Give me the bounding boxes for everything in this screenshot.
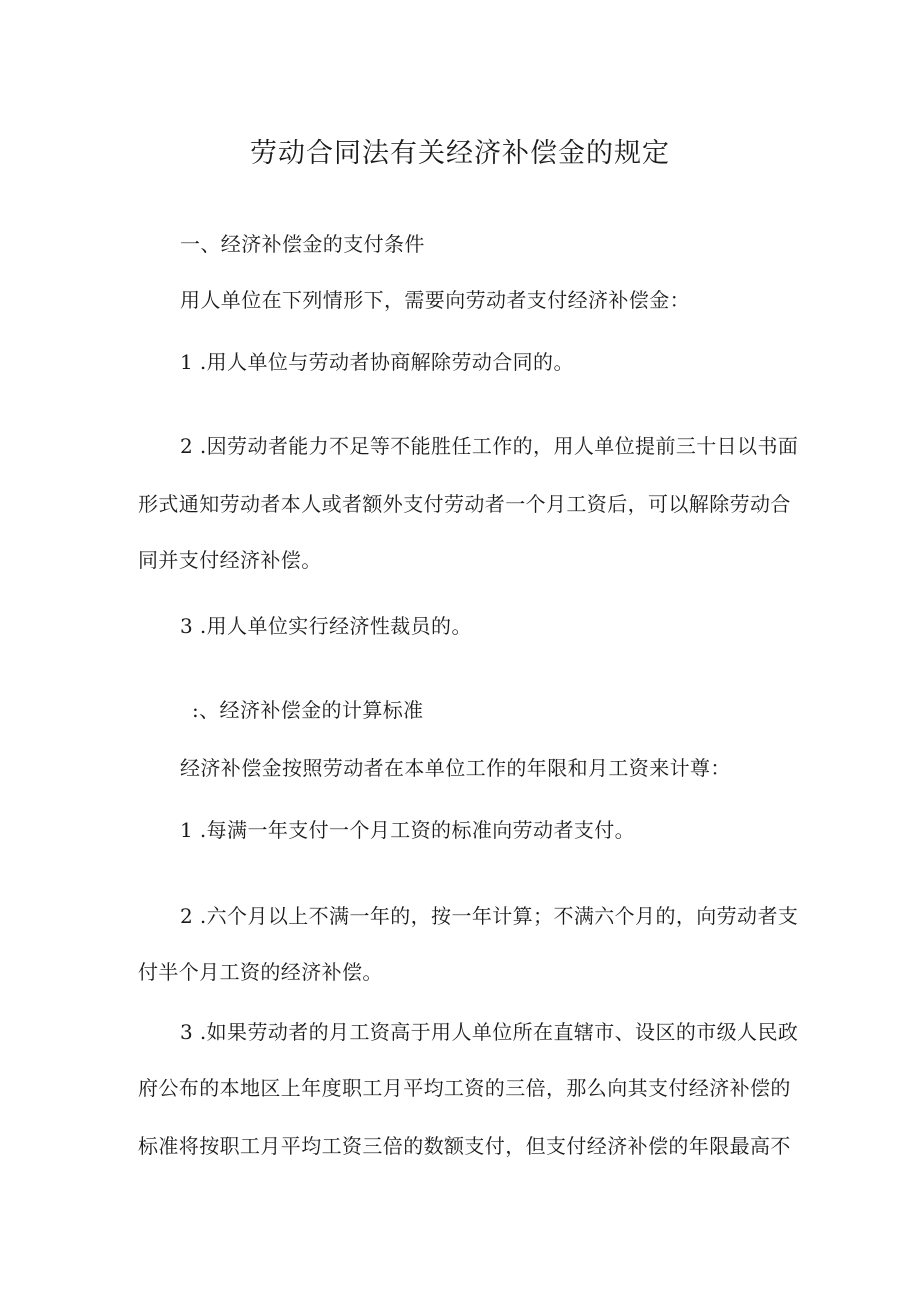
section2-item3-line2: 府公布的本地区上年度职工月平均工资的三倍，那么向其支付经济补偿的 [138,1076,791,1100]
section2-item2-line2: 付半个月工资的经济补偿。 [138,960,383,984]
document-title: 劳动合同法有关经济补偿金的规定 [250,138,670,169]
section1-item3: 3 .用人单位实行经济性裁员的。 [180,614,472,638]
section2-item3-line1: 3 .如果劳动者的月工资高于用人单位所在直辖市、设区的市级人民政 [180,1020,799,1044]
section1-item2-line3: 同并支付经济补偿。 [138,548,322,572]
section1-item2-line1: 2 .因劳动者能力不足等不能胜任工作的，用人单位提前三十日以书面 [180,434,799,458]
section1-intro: 用人单位在下列情形下，需要向劳动者支付经济补偿金： [180,288,690,312]
section2-intro: 经济补偿金按照劳动者在本单位工作的年限和月工资来计尊： [180,756,731,780]
section1-item1: 1 .用人单位与劳动者协商解除劳动合同的。 [180,350,574,374]
section2-item2-line1: 2 .六个月以上不满一年的，按一年计算；不满六个月的，向劳动者支 [180,904,799,928]
section2-heading: :、经济补偿金的计算标准 [192,698,424,722]
section2-item1: 1 .每满一年支付一个月工资的标准向劳动者支付。 [180,818,636,842]
section1-item2-line2: 形式通知劳动者本人或者额外支付劳动者一个月工资后，可以解除劳动合 [138,492,791,516]
section1-heading: 一、经济补偿金的支付条件 [180,232,425,256]
section2-item3-line3: 标准将按职工月平均工资三倍的数额支付，但支付经济补偿的年限最高不 [138,1134,791,1158]
